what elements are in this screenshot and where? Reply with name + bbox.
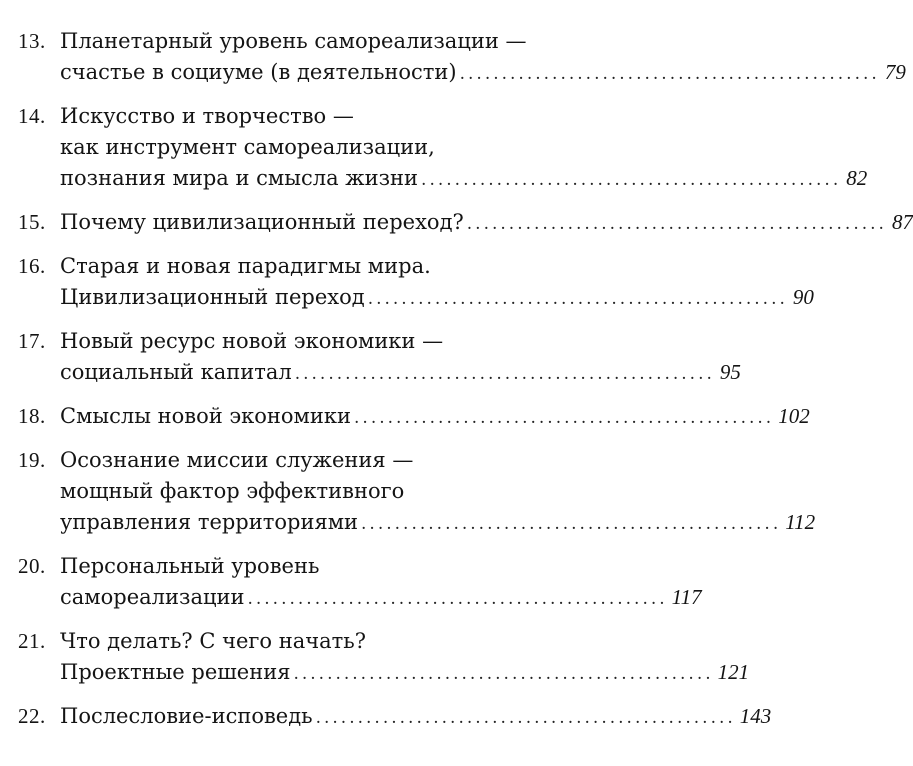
entry-title-line: самореализации — [60, 585, 245, 609]
entry-line — [60, 132, 574, 163]
entry-line — [60, 163, 868, 196]
entry-line — [60, 207, 913, 240]
page-number: 121 — [717, 660, 750, 684]
dot-leader: .................................................. — [421, 170, 842, 190]
page-number: 82 — [846, 166, 868, 190]
entry-number: 21. — [18, 629, 46, 653]
entry-number: 13. — [18, 29, 46, 53]
toc-entry — [18, 701, 772, 734]
entry-title-line: Проектные решения — [60, 660, 291, 684]
entry-line — [60, 326, 574, 357]
toc-entry — [18, 101, 868, 196]
dot-leader: .................................................. — [459, 64, 880, 84]
entry-line — [60, 101, 574, 132]
entry-title-line: Почему цивилизационный переход? — [60, 210, 464, 234]
entry-line — [60, 26, 574, 57]
dot-leader: .................................................. — [294, 364, 715, 384]
entry-title-line: познания мира и смысла жизни — [60, 166, 419, 190]
dot-leader: .................................................. — [367, 289, 788, 309]
toc-entry — [18, 207, 913, 240]
toc-entry — [18, 326, 741, 390]
entry-line — [60, 626, 574, 657]
entry-number: 22. — [18, 704, 46, 728]
toc-entry — [18, 626, 750, 690]
toc-entry — [18, 26, 906, 90]
entry-title-line: социальный капитал — [60, 360, 292, 384]
page-number: 90 — [792, 285, 814, 309]
page-number: 117 — [671, 585, 702, 609]
entry-title-line: управления территориями — [60, 510, 359, 534]
entry-line — [60, 251, 574, 282]
entry-line — [60, 476, 574, 507]
entry-line — [60, 701, 772, 734]
entry-line — [60, 551, 574, 582]
entry-line — [60, 507, 816, 540]
entry-line — [60, 357, 741, 390]
entry-title-line: Персональный уровень — [60, 554, 320, 578]
entry-number: 20. — [18, 554, 46, 578]
toc-entry — [18, 551, 702, 615]
entry-title-line: счастье в социуме (в деятельности) — [60, 60, 457, 84]
page-number: 143 — [739, 704, 772, 728]
entry-line — [60, 445, 574, 476]
entry-line — [60, 582, 702, 615]
dot-leader: .................................................. — [466, 214, 887, 234]
entry-title-line: Новый ресурс новой экономики — — [60, 329, 444, 353]
entry-line — [60, 282, 814, 315]
entry-title-line: Планетарный уровень самореализации — — [60, 29, 527, 53]
page-number: 87 — [891, 210, 913, 234]
entry-title-line: Послесловие-исповедь — [60, 704, 313, 728]
toc-entry — [18, 401, 810, 434]
page-number: 102 — [778, 404, 810, 428]
dot-leader: .................................................. — [354, 408, 775, 428]
entry-title-line: мощный фактор эффективного — [60, 479, 405, 503]
entry-title-line: Искусство и творчество — — [60, 104, 354, 128]
dot-leader: .................................................. — [315, 708, 736, 728]
entry-title-line: Что делать? С чего начать? — [60, 629, 366, 653]
entry-number: 15. — [18, 210, 46, 234]
entry-title-line: Старая и новая парадигмы мира. — [60, 254, 431, 278]
entry-number: 18. — [18, 404, 46, 428]
page-number: 79 — [884, 60, 906, 84]
toc-entry — [18, 445, 816, 540]
entry-number: 19. — [18, 448, 46, 472]
entry-title-line: Смыслы новой экономики — [60, 404, 352, 428]
page-number: 95 — [719, 360, 741, 384]
entry-line — [60, 401, 810, 434]
entry-number: 16. — [18, 254, 46, 278]
entry-number: 17. — [18, 329, 46, 353]
toc-entry — [18, 251, 814, 315]
table-of-contents — [18, 26, 913, 745]
entry-number: 14. — [18, 104, 46, 128]
entry-title-line: Осознание миссии служения — — [60, 448, 414, 472]
dot-leader: .................................................. — [293, 664, 714, 684]
entry-line — [60, 657, 750, 690]
entry-title-line: как инструмент самореализации, — [60, 135, 435, 159]
entry-title-line: Цивилизационный переход — [60, 285, 365, 309]
entry-line — [60, 57, 906, 90]
page-number: 112 — [785, 510, 816, 534]
dot-leader: .................................................. — [247, 589, 668, 609]
dot-leader: .................................................. — [361, 514, 782, 534]
